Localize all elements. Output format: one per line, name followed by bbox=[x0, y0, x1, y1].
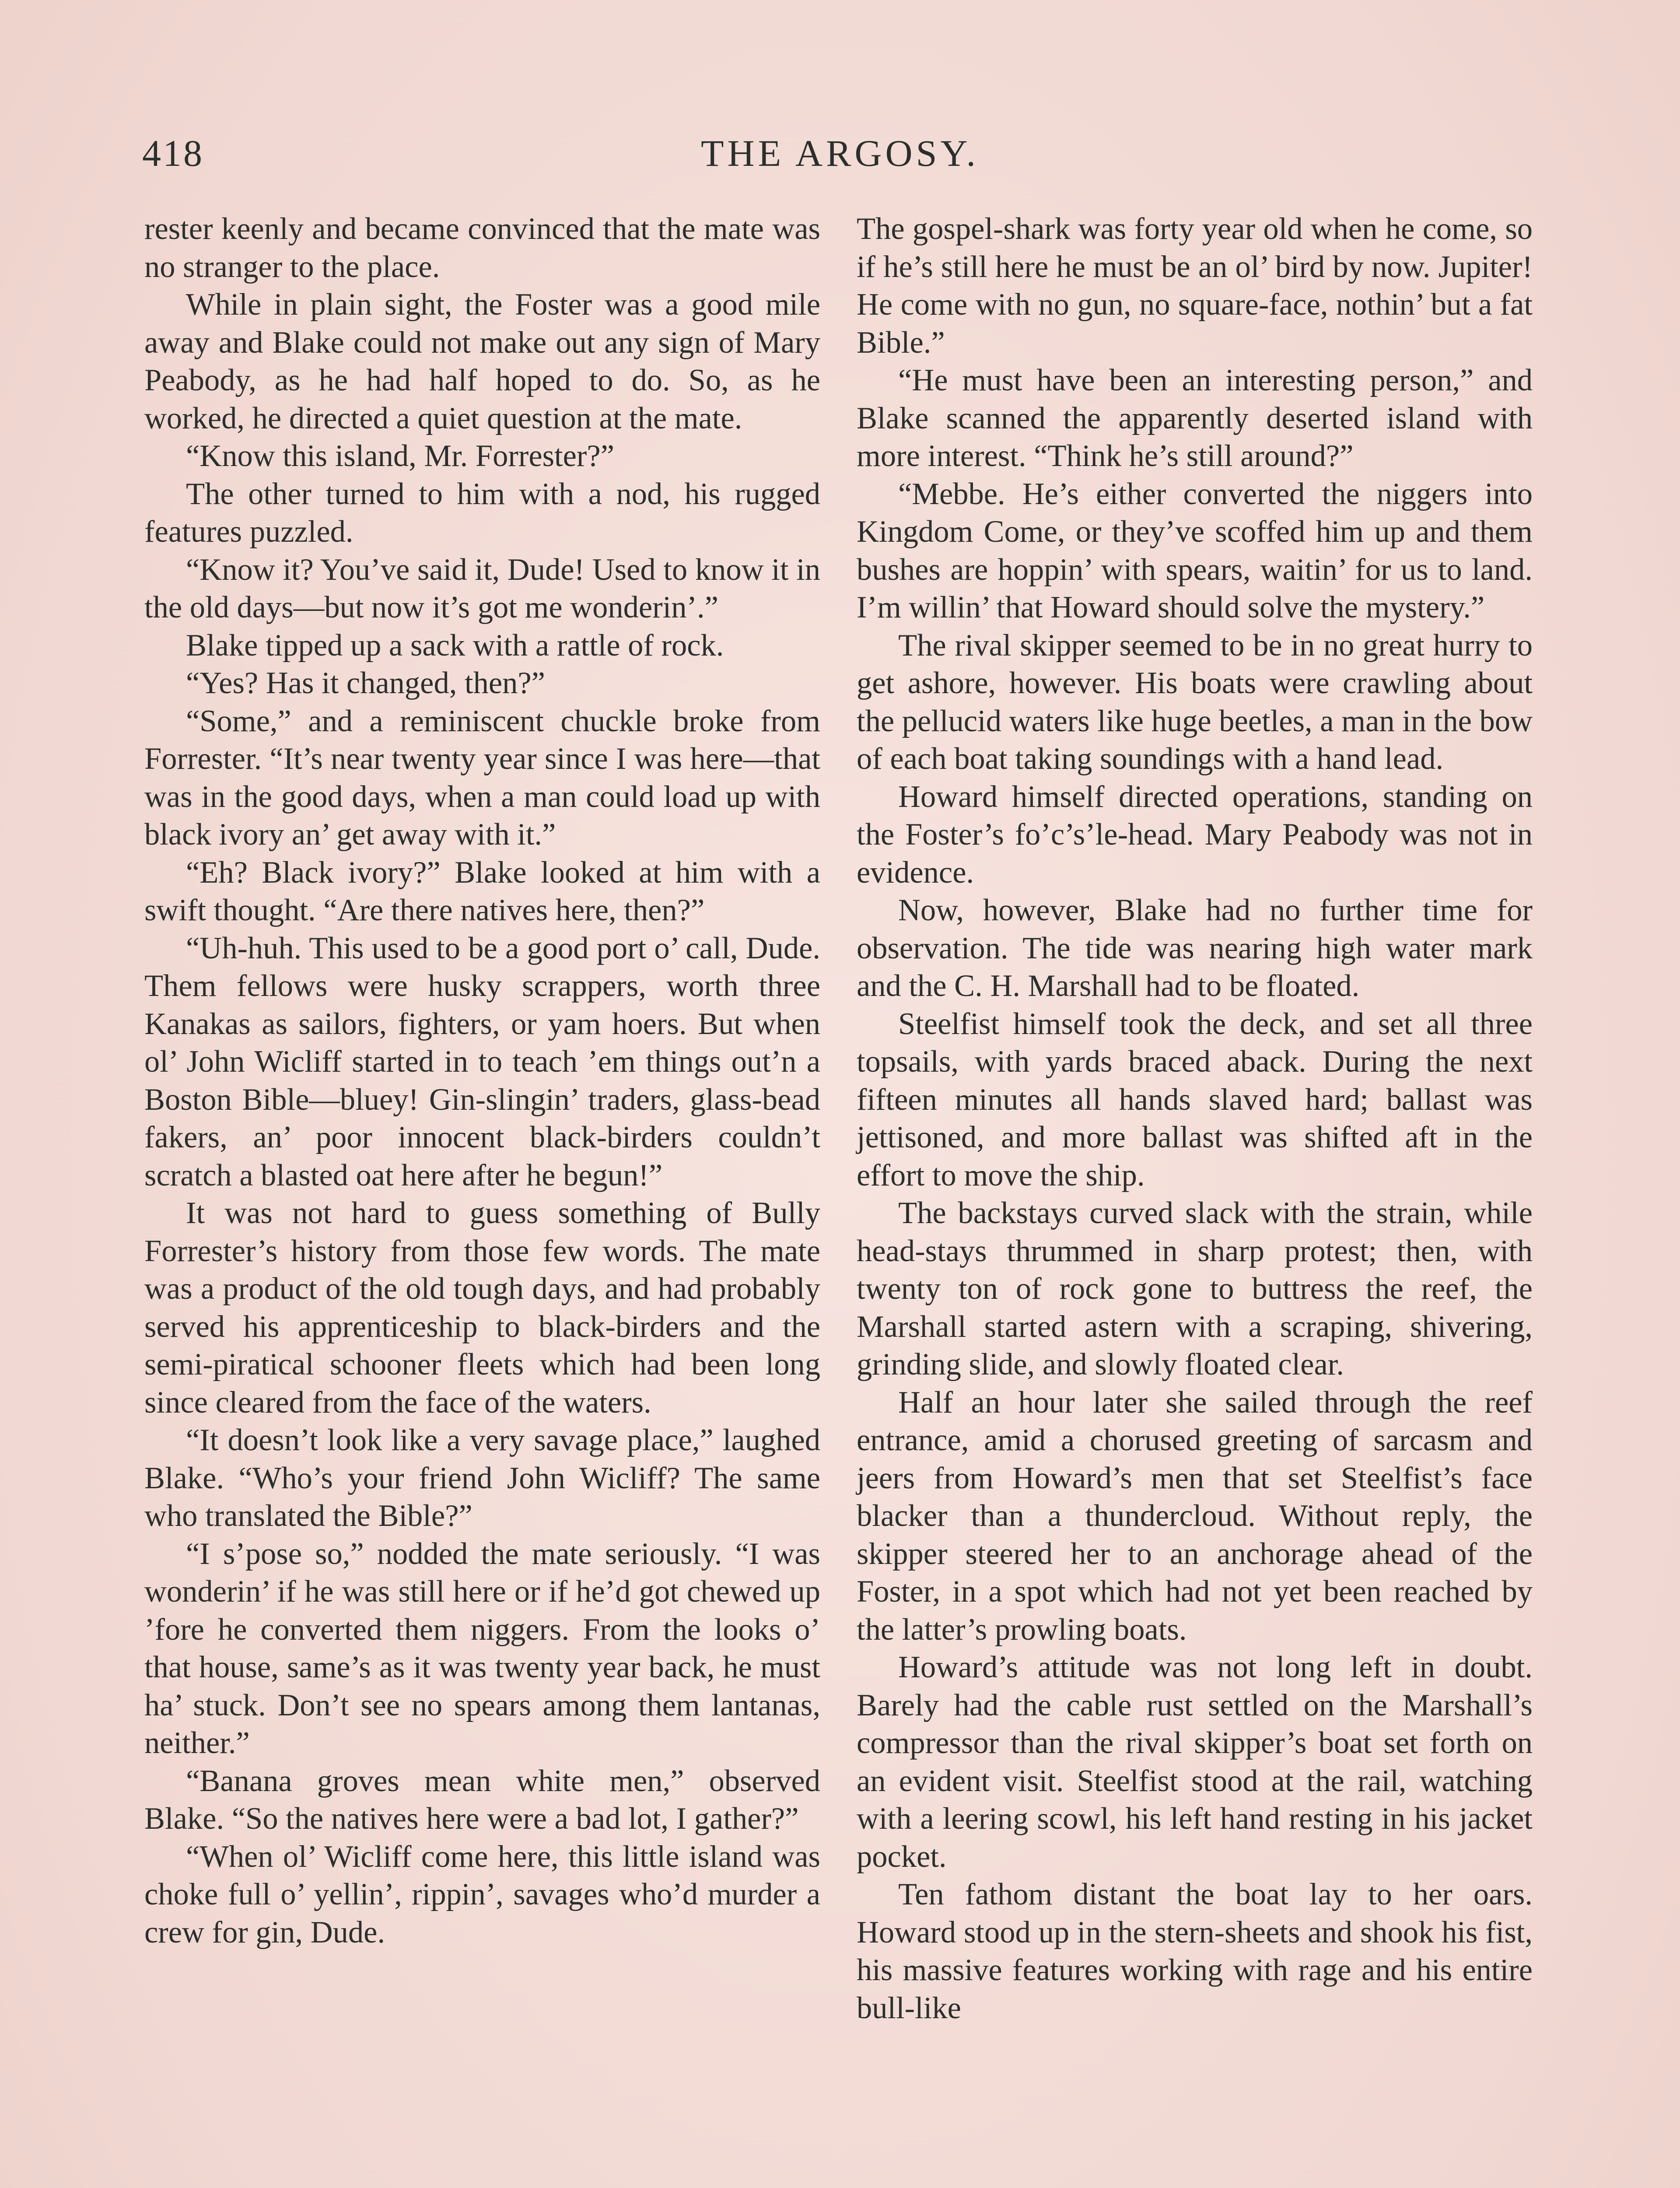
paragraph: “I s’pose so,” nodded the mate seriously. “I was wonderin’ if he was still here or if he’d got chewed up ’fore he converted them niggers. From the looks o’ that house, same’s as it was twenty year back, he must ha’ stuck. Don’t see no spears among them lantanas, neither.” bbox=[144, 1536, 820, 1760]
paragraph: “It doesn’t look like a very savage place,” laughed Blake. “Who’s your friend John Wicliff? The same who translated the Bible?” bbox=[144, 1423, 820, 1533]
left-column bbox=[144, 210, 820, 1951]
paragraph: “He must have been an interesting person,” and Blake scanned the apparently deserted island with more interest. “Think he’s still around?” bbox=[857, 363, 1533, 473]
paragraph: “Banana groves mean white men,” observed Blake. “So the natives here were a bad lot, I gather?” bbox=[144, 1764, 820, 1836]
paragraph: The backstays curved slack with the strain, while head-stays thrummed in sharp protest; then, with twenty ton of rock gone to buttress the reef, the Marshall started astern with a scraping, shivering, grinding slide, and slowly floated clear. bbox=[857, 1196, 1533, 1382]
paragraph: Ten fathom distant the boat lay to her oars. Howard stood up in the stern-sheets and shook his fist, his massive features working with rage and his entire bull-like bbox=[857, 1877, 1533, 2025]
paragraph: Now, however, Blake had no further time for observation. The tide was nearing high water mark and the C. H. Marshall had to be floated. bbox=[857, 893, 1533, 1003]
running-title: THE ARGOSY. bbox=[701, 132, 979, 174]
right-column bbox=[857, 210, 1533, 2027]
paragraph: “Know this island, Mr. Forrester?” bbox=[186, 439, 614, 473]
paragraph: Howard himself directed operations, standing on the Foster’s fo’c’s’le-head. Mary Peabody was not in evidence. bbox=[857, 779, 1533, 890]
paragraph: “Know it? You’ve said it, Dude! Used to know it in the old days—but now it’s got me wonderin’.” bbox=[144, 552, 820, 624]
paragraph: “Eh? Black ivory?” Blake looked at him with a swift thought. “Are there natives here, then?” bbox=[144, 855, 820, 927]
paragraph: It was not hard to guess something of Bully Forrester’s history from those few words. The mate was a product of the old tough days, and had probably served his apprenticeship to black-birders and the semi-piratical schooner fleets which had been long since cleared from the face of the waters. bbox=[144, 1196, 820, 1420]
paragraph: Half an hour later she sailed through the reef entrance, amid a chorused greeting of sarcasm and jeers from Howard’s men that set Steelfist’s face blacker than a thundercloud. Without reply, the skipper steered her to an anchorage ahead of the Foster, in a spot which had not yet been reached by the latter’s prowling boats. bbox=[857, 1385, 1533, 1647]
paragraph: “Some,” and a reminiscent chuckle broke from Forrester. “It’s near twenty year since I was here—that was in the good days, when a man could load up with black ivory an’ get away with it.” bbox=[144, 704, 820, 852]
paragraph: The other turned to him with a nod, his rugged features puzzled. bbox=[144, 477, 820, 549]
page-number: 418 bbox=[142, 132, 204, 174]
page-header bbox=[142, 131, 1538, 179]
paragraph: Howard’s attitude was not long left in doubt. Barely had the cable rust settled on the Marshall’s compressor than the rival skipper’s boat set forth on an evident visit. Steelfist stood at the rail, watching with a leering scowl, his left hand resting in his jacket pocket. bbox=[857, 1650, 1533, 1874]
paragraph: Blake tipped up a sack with a rattle of rock. bbox=[186, 628, 724, 663]
paragraph: rester keenly and became convinced that the mate was no stranger to the place. bbox=[144, 212, 820, 284]
paragraph: “Uh-huh. This used to be a good port o’ call, Dude. Them fellows were husky scrappers, worth three Kanakas as sailors, fighters, or yam hoers. But when ol’ John Wicliff started in to teach ’em things out’n a Boston Bible—bluey! Gin-slingin’ traders, glass-bead fakers, an’ poor innocent black-birders couldn’t scratch a blasted oat here after he begun!” bbox=[144, 931, 820, 1192]
paragraph: The rival skipper seemed to be in no great hurry to get ashore, however. His boats were crawling about the pellucid waters like huge beetles, a man in the bow of each boat taking soundings with a hand lead. bbox=[857, 628, 1533, 776]
paragraph: “When ol’ Wicliff come here, this little island was choke full o’ yellin’, rippin’, savages who’d murder a crew for gin, Dude. bbox=[144, 1839, 820, 1950]
paragraph: The gospel-shark was forty year old when he come, so if he’s still here he must be an ol’ bird by now. Jupiter! He come with no gun, no square-face, nothin’ but a fat Bible.” bbox=[857, 212, 1533, 360]
paragraph: While in plain sight, the Foster was a good mile away and Blake could not make out any sign of Mary Peabody, as he had half hoped to do. So, as he worked, he directed a quiet question at the mate. bbox=[144, 288, 820, 435]
paragraph: Steelfist himself took the deck, and set all three topsails, with yards braced aback. During the next fifteen minutes all hands slaved hard; ballast was jettisoned, and more ballast was shifted aft in the effort to move the ship. bbox=[857, 1006, 1533, 1192]
paragraph: “Mebbe. He’s either converted the niggers into Kingdom Come, or they’ve scoffed him up and them bushes are hoppin’ with spears, waitin’ for us to land. I’m willin’ that Howard should solve the mystery.” bbox=[857, 477, 1533, 624]
paragraph: “Yes? Has it changed, then?” bbox=[186, 666, 545, 700]
